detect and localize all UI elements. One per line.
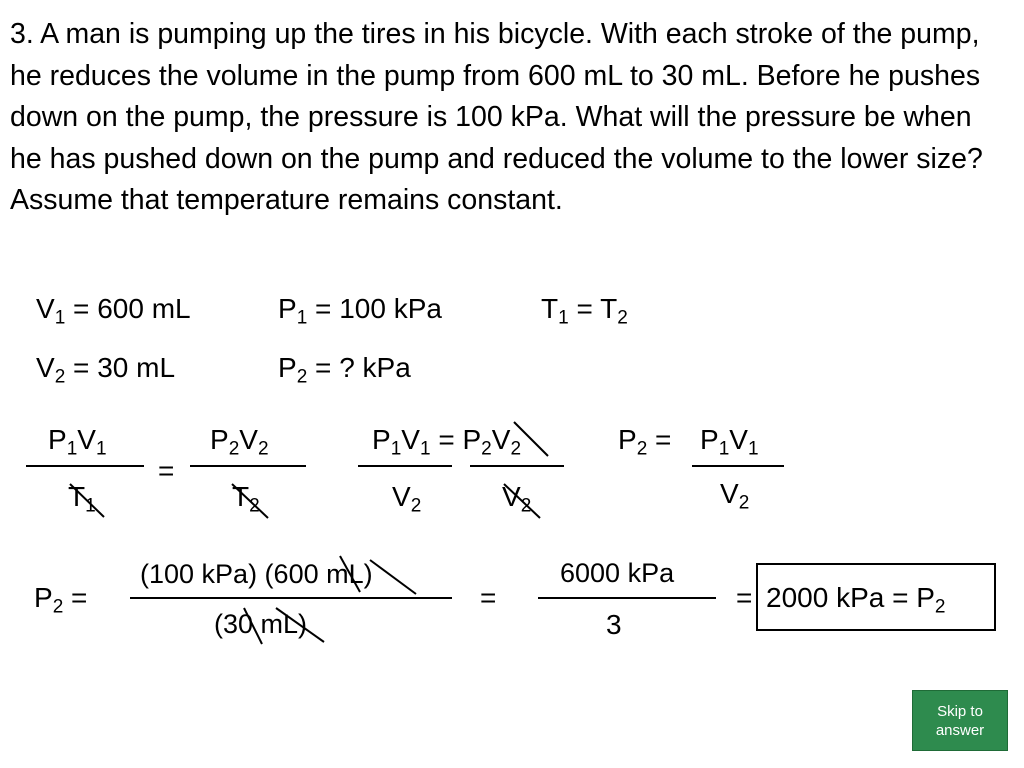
equals-sign: =	[158, 455, 175, 486]
fraction-bar	[190, 465, 306, 467]
p2-numerator: $P_1V_1$	[700, 424, 759, 460]
fraction-bar	[130, 597, 452, 599]
calc-numerator: (100 kPa) (600 mL)	[140, 559, 373, 589]
fraction-bar	[538, 597, 716, 599]
fraction-bar	[358, 465, 452, 467]
final-answer: 2000 kPa = $P_2$	[766, 582, 946, 618]
p2-label: $P_2$ =	[618, 424, 672, 460]
fraction-bar	[470, 465, 564, 467]
fraction-right-denominator: $T_2$	[232, 481, 260, 517]
fraction-left-denominator: $T_1$	[68, 481, 96, 517]
problem-statement: 3. A man is pumping up the tires in his bicycle. With each stroke of the pump, he reduces the volume in the pump from 600 mL to 30 mL. Before he pushes down on the pump, the pressure is 100 kPa. What will the pressure be when he has pushed down on the pump and reduced the volume to the lower size? Assume that temperature remains constant.	[10, 18, 983, 216]
calc-denominator: (30 mL)	[214, 609, 308, 639]
given-p1: $P_1 = 100$ kPa	[278, 293, 442, 329]
boyle-equation: $P_1V_1 = P_2V_2$	[372, 424, 522, 460]
calc-result-denominator: 3	[606, 609, 622, 640]
fraction-left-numerator: $P_1V_1$	[48, 424, 107, 460]
divide-v2-left: $V_2$	[392, 481, 422, 517]
fraction-bar	[692, 465, 784, 467]
p2-denominator: $V_2$	[720, 478, 750, 514]
divide-v2-right: $V_2$	[502, 481, 532, 517]
given-v1: $V_1 = 600$ mL	[36, 293, 191, 329]
calc-p2-label: $P_2$ =	[34, 582, 88, 618]
calc-result-numerator: 6000 kPa	[560, 558, 675, 588]
given-temperature: $T_1 = T_2$	[541, 293, 628, 329]
fraction-right-numerator: $P_2V_2$	[210, 424, 269, 460]
strike-ml-num	[370, 560, 416, 594]
given-v2: $V_2 = 30$ mL	[36, 352, 176, 388]
calc-equals-2: =	[736, 582, 753, 613]
given-p2: $P_2$ = ? kPa	[278, 352, 411, 388]
fraction-bar	[26, 465, 144, 467]
calc-equals: =	[480, 582, 497, 613]
skip-to-answer-button[interactable]: Skip to answer	[912, 690, 1008, 751]
